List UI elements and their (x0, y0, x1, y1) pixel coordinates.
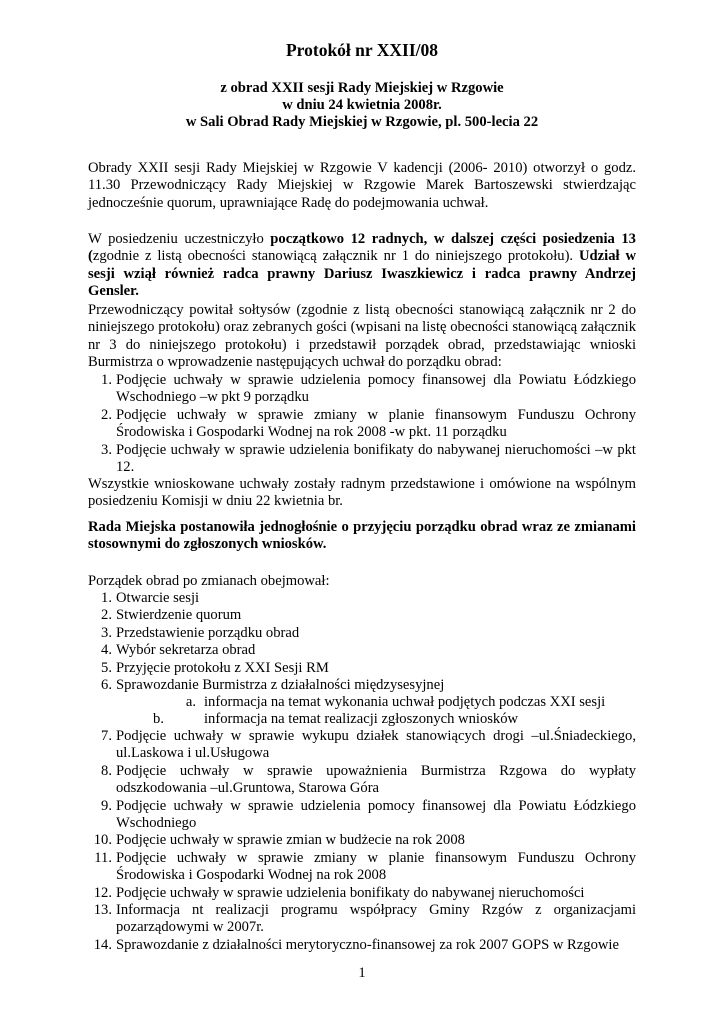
session-date: w dniu 24 kwietnia 2008r. (282, 97, 442, 113)
list-item: 3. Przedstawienie porządku obrad (101, 624, 300, 641)
list-item: 6. Sprawozdanie Burmistrza z działalności międzysesyjnej (101, 677, 445, 694)
list-item: 5. Przyjęcie protokołu z XXI Sesji RM (101, 659, 329, 676)
agenda-list-continued (88, 728, 636, 954)
list-item: 4. Wybór sekretarza obrad (101, 642, 256, 659)
decision-paragraph: Rada Miejska postanowiła jednogłośnie o przyjęciu porządku obrad wraz ze zmianami stosownymi do zgłoszonych wniosków. (88, 519, 636, 553)
summary-paragraph: Wszystkie wnioskowane uchwały zostały radnym przedstawione i omówione na wspólnym posiedzeniu Komisji w dniu 22 kwietnia br. (88, 476, 636, 510)
agenda-list (88, 590, 636, 694)
requests-list (88, 372, 636, 476)
document-page: Protokół nr XXII/08 z obrad XXII sesji Rady Miejskiej w Rzgowie w dniu 24 kwietnia 2008r. w Sali Obrad Rady Miejskiej w Rzgowie, pl. 500-lecia 22 Obrady XXII sesji Rady Miejskiej w Rzgowie V kadencji (2006- 2010) otworzył o godz. 11.30 Przewodniczący Rady Miejskiej w Rzgowie Marek Bartoszewski stwierdzając jednocześnie quorum, uprawniające Radę do podejmowania uchwał. W posiedzeniu uczestniczyło początkowo 12 radnych, w dalszej części posiedzenia 13 (zgodnie z listą obecności stanowiącą załącznik nr 1 do niniejszego protokołu). Udział w sesji wziął również radca prawny Dariusz Iwaszkiewicz i radca prawny Andrzej Gensler. Przewodniczący powitał sołtysów (zgodnie z listą obecności stanowiącą załącznik nr 2 do niniejszego protokołu) oraz zebranych gości (wpisani na listę obecności stanowiącą załącznik nr 3 do niniejszego protokołu) i przedstawił porządek obrad, przedstawiając wnioski Burmistrza o wprowadzenie następujących uchwał do porządku obrad: 1. Podjęcie uchwały w sprawie udzielenia pomocy finansowej dla Powiatu Łódzkiego Wschodniego –w pkt 9 porządku 2. Podjęcie uchwały w sprawie zmiany w planie finansowym Funduszu Ochrony Środowiska i Gospodarki Wodnej na rok 2008 -w pkt. 11 porządku 3. Podjęcie uchwały w sprawie udzielenia bonifikaty do nabywanej nieruchomości –w pkt 12. Wszystkie wnioskowane uchwały zostały radnym przedstawione i omówione na wspólnym posiedzeniu Komisji w dniu 22 kwietnia br. Rada Miejska postanowiła jednogłośnie o przyjęciu porządku obrad wraz ze zmianami stosownymi do zgłoszonych wniosków. Porządek obrad po zmianach obejmował: 1. Otwarcie sesji 2. Stwierdzenie quorum 3. Przedstawienie porządku obrad 4. Wybór sekretarza obrad 5. Przyjęcie protokołu z XXI Sesji RM 6. Sprawozdanie Burmistrza z działalności międzysesyjnej a. informacja na temat wykonania uchwał podjętych podczas XXI sesji b. informacja na temat realizacji zgłoszonych wniosków 7. Podjęcie uchwały w sprawie wykupu działek stanowiących drogi –ul.Śniadeckiego, ul.Laskowa i ul.Usługowa 8. Podjęcie uchwały w sprawie upoważnienia Burmistrza Rzgowa do wypłaty odszkodowania –ul.Gruntowa, Starowa Góra 9. Podjęcie uchwały w sprawie udzielenia pomocy finansowej dla Powiatu Łódzkiego Wschodniego 10. Podjęcie uchwały w sprawie zmian w budżecie na rok 2008 11. Podjęcie uchwały w sprawie zmiany w planie finansowym Funduszu Ochrony Środowiska i Gospodarki Wodnej na rok 2008 12. Podjęcie uchwały w sprawie udzielenia bonifikaty do nabywanej nieruchomości 13. Informacja nt realizacji programu współpracy Gminy Rzgów z organizacjami pozarządowymi w 2007r. 14. Sprawozdanie z działalności merytoryczno-finansowej za rok 2007 GOPS w Rzgowie 1 (0, 0, 724, 1024)
list-item: 9. Podjęcie uchwały w sprawie udzielenia pomocy finansowej dla Powiatu Łódzkiego Wschodniego (101, 797, 636, 832)
document-title: Protokół nr XXII/08 (285, 40, 438, 60)
attendance-text-2: zgodnie z listą obecności stanowiącą załącznik nr 1 do niniejszego protokołu). (92, 248, 579, 265)
list-item: 1. Otwarcie sesji (101, 590, 200, 606)
list-item: 8. Podjęcie uchwały w sprawie upoważnienia Burmistrza Rzgowa do wypłaty odszkodowania –ul.Gruntowa, Starowa Góra (101, 762, 636, 797)
list-item: 12. Podjęcie uchwały w sprawie udzielenia bonifikaty do nabywanej nieruchomości (93, 884, 585, 901)
page-number: 1 (358, 965, 366, 981)
list-item: 2. Stwierdzenie quorum (101, 607, 242, 624)
welcome-paragraph: Przewodniczący powitał sołtysów (zgodnie z listą obecności stanowiącą załącznik nr 2 do niniejszego protokołu) oraz zebranych gości (wpisani na listę obecności stanowiącą załącznik nr 3 do niniejszego protokołu) i przedstawił porządek obrad, przedstawiając wnioski Burmistrza o wprowadzenie następujących uchwał do porządku obrad: (88, 302, 636, 371)
list-item: 10. Podjęcie uchwały w sprawie zmian w budżecie na rok 2008 (93, 832, 465, 849)
attendance-count: początkowo 12 radnych, w dalszej części posiedzenia 13 ( (88, 231, 636, 265)
opening-paragraph: Obrady XXII sesji Rady Miejskiej w Rzgowie V kadencji (2006- 2010) otworzył o godz. 11.30 Przewodniczący Rady Miejskiej w Rzgowie Marek Bartoszewski stwierdzając jednocześnie quorum, uprawniające Radę do podejmowania uchwał. (88, 160, 636, 211)
list-item: 2. Podjęcie uchwały w sprawie zmiany w planie finansowym Funduszu Ochrony Środowiska i Gospodarki Wodnej na rok 2008 -w pkt. 11 porządku (101, 406, 636, 441)
attendance-paragraph (88, 231, 636, 301)
agenda-intro: Porządek obrad po zmianach obejmował: (88, 573, 330, 589)
session-location: w Sali Obrad Rady Miejskiej w Rzgowie, pl. 500-lecia 22 (185, 114, 539, 130)
list-item: 7. Podjęcie uchwały w sprawie wykupu działek stanowiących drogi –ul.Śniadeckiego, ul.Laskowa i ul.Usługowa (101, 728, 636, 762)
list-item: 11. Podjęcie uchwały w sprawie zmiany w planie finansowym Funduszu Ochrony Środowiska i Gospodarki Wodnej na rok 2008 (94, 849, 636, 884)
list-item: 14. Sprawozdanie z działalności merytoryczno-finansowej za rok 2007 GOPS w Rzgowie (93, 936, 619, 953)
attendance-text-1: W posiedzeniu uczestniczyło (88, 231, 271, 247)
list-item: 1. Podjęcie uchwały w sprawie udzielenia pomocy finansowej dla Powiatu Łódzkiego Wschodniego –w pkt 9 porządku (101, 372, 636, 406)
list-item: 3. Podjęcie uchwały w sprawie udzielenia bonifikaty do nabywanej nieruchomości –w pkt 12. (101, 441, 636, 476)
list-item: 13. Informacja nt realizacji programu współpracy Gminy Rzgów z organizacjami pozarządowymi w 2007r. (93, 902, 636, 936)
legal-counsel-note: Udział w sesji wziął również radca prawny Dariusz Iwaszkiewicz i radca prawny Andrzej Gensler. (88, 248, 636, 300)
session-subtitle: z obrad XXII sesji Rady Miejskiej w Rzgowie (220, 80, 504, 96)
